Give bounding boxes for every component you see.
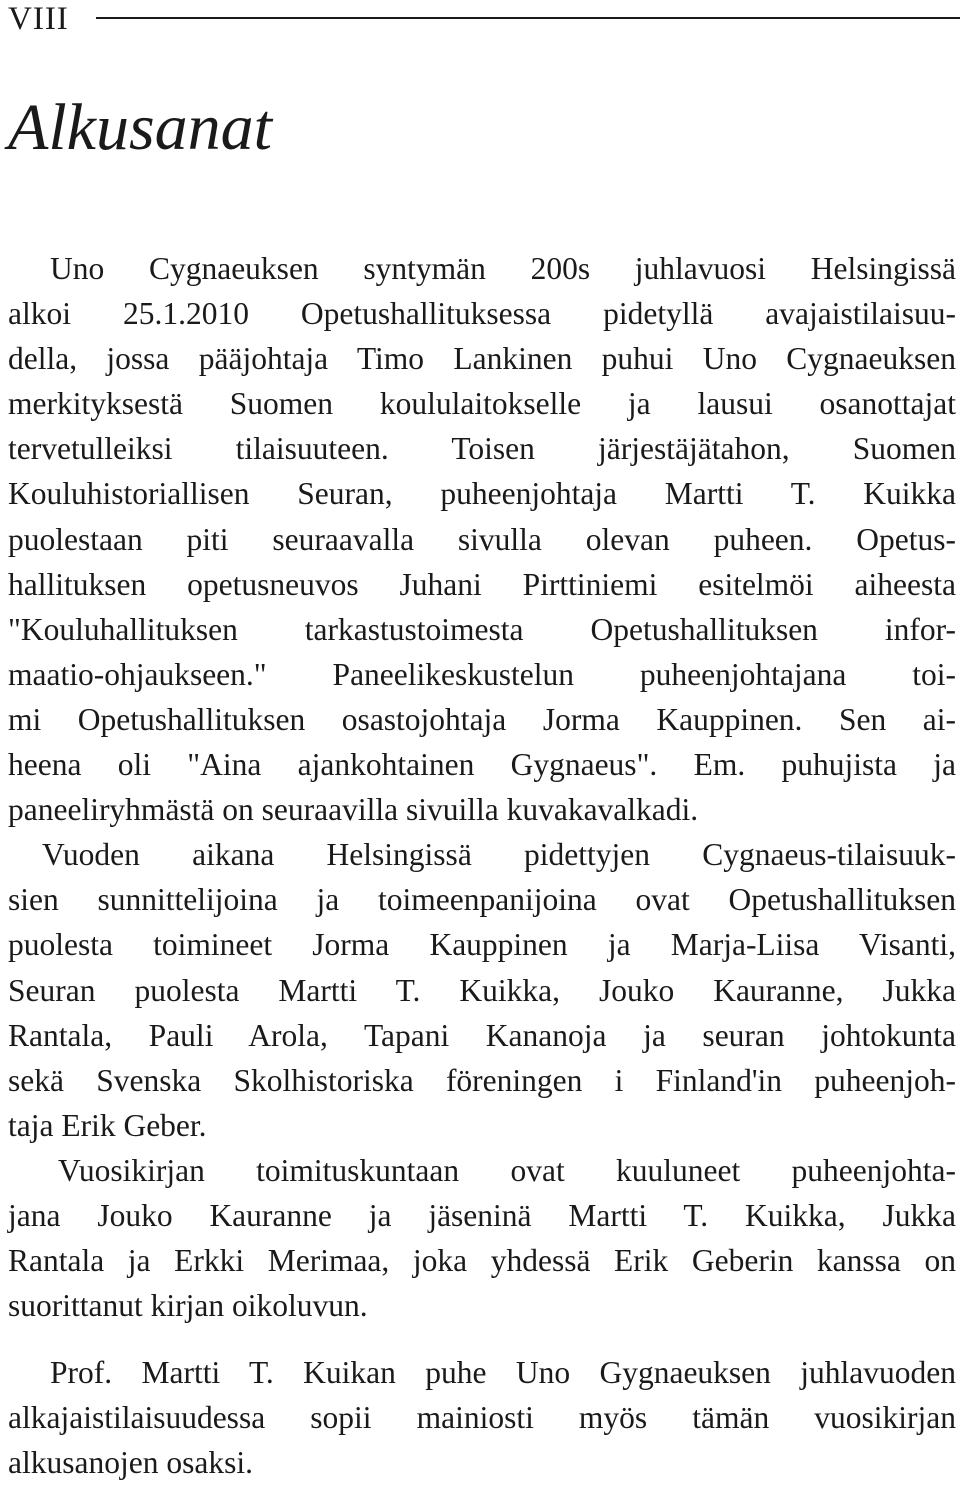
text-line: alkajaistilaisuudessa sopii mainiosti myös tämän vuosikirjan xyxy=(8,1400,956,1436)
paragraph-gap xyxy=(8,1328,956,1350)
text-line: "Kouluhallituksen tarkastustoimesta Opetushallituksen infor- xyxy=(8,611,956,647)
text-line: merkityksestä Suomen koululaitokselle ja lausui osanottajat xyxy=(8,386,956,422)
text-line: sekä Svenska Skolhistoriska föreningen i Finland'in puheenjoh- xyxy=(8,1062,956,1098)
page-header xyxy=(8,0,960,40)
text-line: Rantala, Pauli Arola, Tapani Kananoja ja seuran johtokunta xyxy=(8,1017,956,1053)
body-text xyxy=(8,246,956,1486)
paragraph-2 xyxy=(8,832,956,1148)
text-line: Rantala ja Erkki Merimaa, joka yhdessä Erik Geberin kanssa on xyxy=(8,1243,956,1279)
text-line: Prof. Martti T. Kuikan puhe Uno Gygnaeuksen juhlavuoden xyxy=(50,1355,956,1391)
text-line: Kouluhistoriallisen Seuran, puheenjohtaja Martti T. Kuikka xyxy=(8,476,956,512)
text-line: mi Opetushallituksen osastojohtaja Jorma Kauppinen. Sen ai- xyxy=(8,701,956,737)
text-line: suorittanut kirjan oikoluvun. xyxy=(8,1288,368,1324)
paragraph-4 xyxy=(8,1350,956,1485)
text-line: puolestaan piti seuraavalla sivulla olevan puheen. Opetus- xyxy=(8,521,956,557)
text-line: Vuosikirjan toimituskuntaan ovat kuuluneet puheenjohta- xyxy=(58,1152,956,1188)
text-line: sien sunnittelijoina ja toimeenpanijoina ovat Opetushallituksen xyxy=(8,882,956,918)
text-line: alkoi 25.1.2010 Opetushallituksessa pidetyllä avajaistilaisuu- xyxy=(8,296,956,332)
text-line: puolesta toimineet Jorma Kauppinen ja Marja-Liisa Visanti, xyxy=(8,927,956,963)
text-line: hallituksen opetusneuvos Juhani Pirttiniemi esitelmöi aiheesta xyxy=(8,566,956,602)
text-line: Uno Cygnaeuksen syntymän 200s juhlavuosi Helsingissä xyxy=(50,251,956,286)
text-line: heena oli "Aina ajankohtainen Gygnaeus". Em. puhujista ja xyxy=(8,747,956,783)
text-line: alkusanojen osaksi. xyxy=(8,1445,253,1481)
text-line: paneeliryhmästä on seuraavilla sivuilla kuvakavalkadi. xyxy=(8,792,699,828)
text-line: della, jossa pääjohtaja Timo Lankinen puhui Uno Cygnaeuksen xyxy=(8,341,956,377)
chapter-title: Alkusanat xyxy=(8,91,272,164)
text-line: maatio-ohjaukseen." Paneelikeskustelun puheenjohtajana toi- xyxy=(8,656,956,692)
paragraph-1 xyxy=(8,246,956,832)
header-rule xyxy=(96,17,960,19)
text-line: tervetulleiksi tilaisuuteen. Toisen järjestäjätahon, Suomen xyxy=(8,431,956,467)
text-line: Seuran puolesta Martti T. Kuikka, Jouko Kauranne, Jukka xyxy=(8,972,956,1008)
text-line: jana Jouko Kauranne ja jäseninä Martti T. Kuikka, Jukka xyxy=(8,1197,956,1233)
page-number: VIII xyxy=(8,1,69,37)
text-line: Vuoden aikana Helsingissä pidettyjen Cygnaeus-tilaisuuk- xyxy=(42,837,956,873)
paragraph-3 xyxy=(8,1148,956,1328)
text-line: taja Erik Geber. xyxy=(8,1107,207,1143)
